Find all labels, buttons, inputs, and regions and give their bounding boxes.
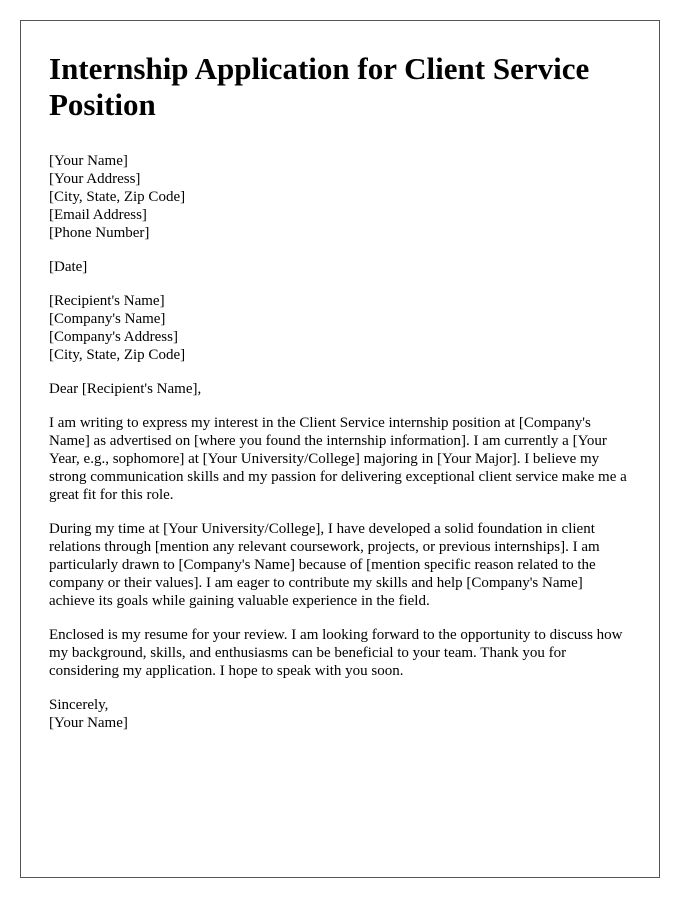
recipient-block (49, 292, 631, 364)
closing: Sincerely, (49, 697, 109, 713)
letter-date: [Date] (49, 259, 88, 275)
sender-email: [Email Address] (49, 207, 147, 223)
recipient-city-state-zip: [City, State, Zip Code] (49, 347, 186, 363)
body-paragraph-3: Enclosed is my resume for your review. I am looking forward to the opportunity to discuss how my background, skills, and enthusiasms can be beneficial to your team. Thank you for considering my application. I hope to speak with you soon. (49, 627, 623, 679)
recipient-name: [Recipient's Name] (49, 293, 165, 309)
signature: [Your Name] (49, 715, 128, 731)
sender-phone: [Phone Number] (49, 225, 150, 241)
sender-block (49, 152, 631, 242)
letter-page (20, 20, 660, 878)
body-paragraph-2: During my time at [Your University/College], I have developed a solid foundation in client relations through [mention any relevant coursework, projects, or previous internships]. I am particularly drawn to [Company's Name] because of [mention specific reason related to the company or their values]. I am eager to contribute my skills and help [Company's Name] achieve its goals while gaining valuable experience in the field. (49, 521, 600, 609)
recipient-company: [Company's Name] (49, 311, 166, 327)
page-title: Internship Application for Client Service Position (49, 51, 590, 122)
sender-address: [Your Address] (49, 171, 141, 187)
date-block (49, 258, 631, 276)
salutation: Dear [Recipient's Name], (49, 381, 202, 397)
body-paragraph-1: I am writing to express my interest in the Client Service internship position at [Company's Name] as advertised on [where you found the internship information]. I am currently a [Your Year, e.g., sophomore] at [Your University/College] majoring in [Your Major]. I believe my strong communication skills and my passion for delivering exceptional client service make me a great fit for this role. (49, 415, 627, 503)
closing-block (49, 696, 631, 732)
sender-city-state-zip: [City, State, Zip Code] (49, 189, 186, 205)
sender-name: [Your Name] (49, 153, 128, 169)
recipient-company-address: [Company's Address] (49, 329, 178, 345)
